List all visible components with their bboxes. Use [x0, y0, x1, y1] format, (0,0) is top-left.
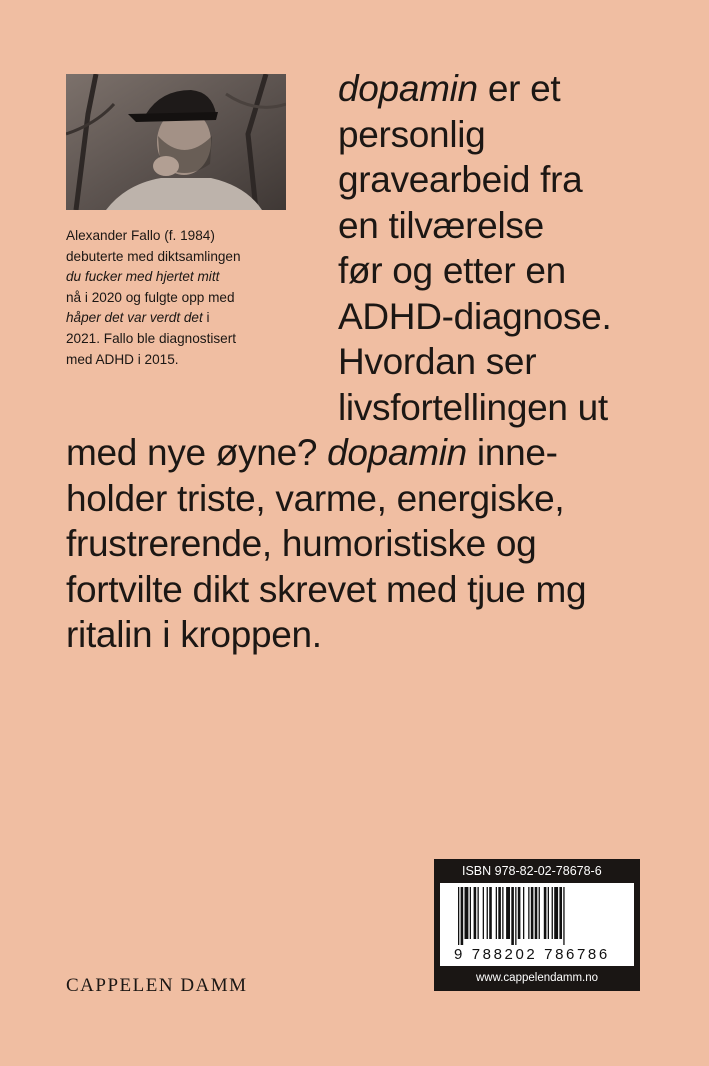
blurb-line: Hvordan ser: [338, 341, 537, 382]
blurb-line: dopamin er et: [338, 68, 561, 109]
barcode: [440, 883, 634, 966]
isbn-block: [434, 859, 640, 991]
blurb-line: ritalin i kroppen.: [66, 614, 322, 655]
blurb-line: personlig: [338, 113, 486, 155]
bio-line: Alexander Fallo (f. 1984): [66, 228, 215, 243]
bio-line: med ADHD i 2015.: [66, 351, 179, 367]
bio-line: 2021. Fallo ble diagnostisert: [66, 330, 237, 346]
bio-title-debut: du fucker med hjertet mitt: [66, 269, 220, 285]
bio-line: debuterte med diktsamlingen: [66, 248, 241, 264]
blurb-line: ADHD-diagnose.: [338, 295, 612, 337]
book-blurb: [66, 66, 686, 658]
blurb-line: en tilværelse: [338, 204, 544, 246]
blurb-line: fortvilte dikt skrevet med tjue mg: [66, 568, 587, 610]
publisher-website: www.cappelendamm.no: [475, 972, 599, 984]
blurb-book-title: dopamin: [327, 432, 467, 473]
barcode-bars: [440, 883, 634, 945]
bio-line: nå i 2020 og fulgte opp med: [66, 289, 235, 305]
blurb-line: holder triste, varme, energiske,: [66, 477, 565, 519]
publisher-logo: CAPPELEN DAMM: [66, 975, 248, 996]
blurb-book-title: dopamin: [338, 68, 478, 109]
blurb-line: før og etter en: [338, 250, 566, 291]
isbn-label: ISBN 978-82-02-78678-6: [462, 864, 602, 878]
bio-title-second: håper det var verdt det: [66, 310, 203, 326]
barcode-digits: 9 788202 786786: [454, 946, 610, 963]
blurb-line: livsfortellingen ut: [338, 386, 608, 428]
blurb-line: frustrerende, humoristiske og: [66, 523, 537, 564]
blurb-line: gravearbeid fra: [338, 159, 583, 200]
bio-line: håper det var verdt det i: [66, 310, 210, 326]
blurb-line: med nye øyne? dopamin inne-: [66, 432, 558, 473]
